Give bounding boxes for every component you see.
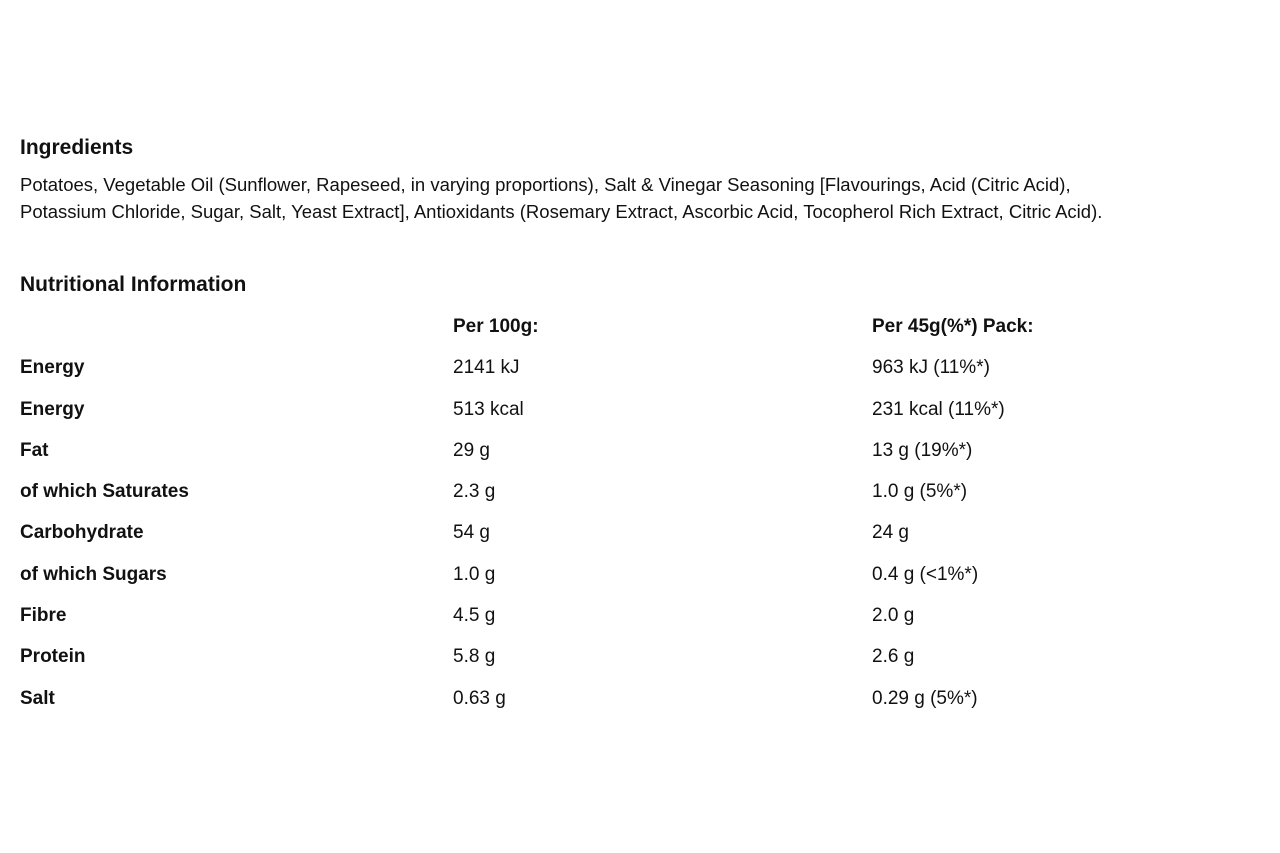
per-pack-value: 2.6 g (872, 646, 915, 668)
per-pack-value: 0.4 g (<1%*) (872, 563, 979, 585)
ingredients-line: Potatoes, Vegetable Oil (Sunflower, Rapeseed, in varying proportions), Salt & Vinegar Seasoning [Flavourings, Acid (Citric Acid), (20, 174, 1071, 195)
nutrition-heading: Nutritional Information (20, 273, 247, 296)
per-pack-value: 231 kcal (11%*) (872, 398, 1005, 420)
nutrient-name: Carbohydrate (20, 522, 144, 544)
nutrient-name: of which Sugars (20, 563, 167, 585)
table-row (20, 678, 1120, 719)
table-row (20, 347, 1120, 388)
table-row (20, 389, 1120, 430)
per-pack-value: 13 g (19%*) (872, 439, 973, 461)
table-row (20, 636, 1120, 677)
nutrient-name: Fat (20, 439, 49, 461)
nutrition-header-row (20, 306, 1120, 347)
nutrient-name: Protein (20, 646, 86, 668)
column-header-per-100g: Per 100g: (453, 316, 539, 337)
per-100g-value: 2141 kJ (453, 357, 520, 379)
table-row (20, 471, 1120, 512)
nutrient-name: Energy (20, 357, 85, 379)
per-pack-value: 2.0 g (872, 605, 915, 627)
per-100g-value: 2.3 g (453, 481, 496, 503)
per-100g-value: 54 g (453, 522, 490, 544)
product-info-page (20, 0, 1278, 853)
column-header-per-pack: Per 45g(%*) Pack: (872, 316, 1034, 337)
nutrient-name: Salt (20, 687, 55, 709)
per-100g-value: 4.5 g (453, 605, 496, 627)
per-100g-value: 5.8 g (453, 646, 496, 668)
table-row (20, 554, 1120, 595)
per-pack-value: 963 kJ (11%*) (872, 357, 990, 379)
per-100g-value: 1.0 g (453, 563, 496, 585)
per-pack-value: 0.29 g (5%*) (872, 687, 978, 709)
ingredients-text (20, 171, 1278, 225)
per-pack-value: 24 g (872, 522, 909, 544)
per-100g-value: 0.63 g (453, 687, 506, 709)
per-pack-value: 1.0 g (5%*) (872, 481, 968, 503)
table-row (20, 595, 1120, 636)
nutrition-rows (20, 347, 1120, 719)
nutrient-name: Fibre (20, 605, 67, 627)
nutrient-name: Energy (20, 398, 85, 420)
nutrition-table (20, 306, 1120, 719)
nutrient-name: of which Saturates (20, 481, 189, 503)
table-row (20, 512, 1120, 553)
per-100g-value: 29 g (453, 439, 490, 461)
per-100g-value: 513 kcal (453, 398, 524, 420)
ingredients-line: Potassium Chloride, Sugar, Salt, Yeast Extract], Antioxidants (Rosemary Extract, Ascorbic Acid, Tocopherol Rich Extract, Citric Acid). (20, 201, 1103, 222)
table-row (20, 430, 1120, 471)
ingredients-heading: Ingredients (20, 136, 134, 159)
